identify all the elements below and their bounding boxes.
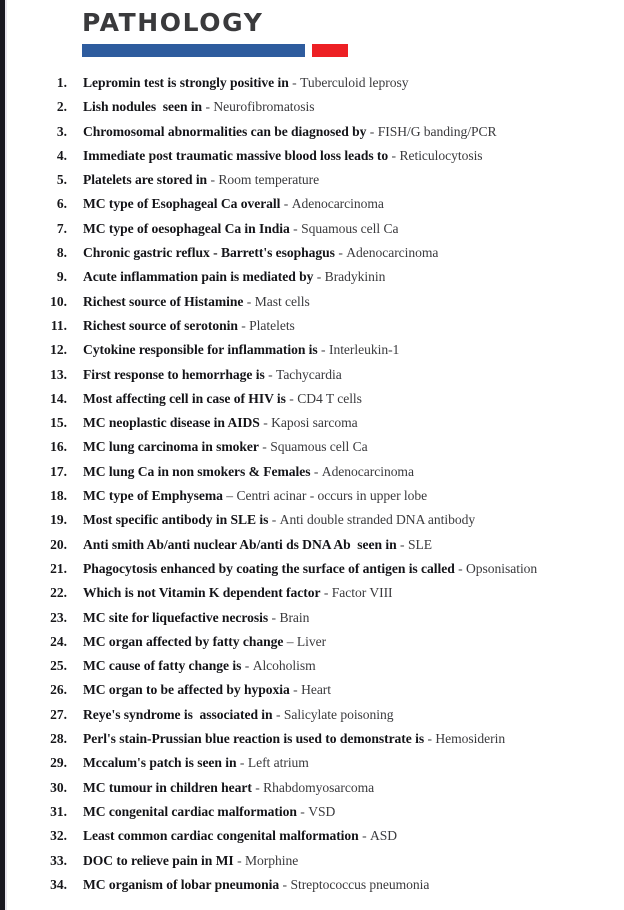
list-item-answer: VSD: [308, 803, 336, 819]
list-item-number: 13.: [50, 366, 67, 382]
list-item: [0, 71, 624, 95]
list-item-answer: Factor VIII: [331, 585, 393, 601]
list-item: [0, 776, 624, 800]
list-item-separator: -: [396, 536, 408, 552]
list-item-separator: -: [313, 269, 325, 285]
list-item: [0, 508, 624, 532]
list-item: [0, 484, 624, 508]
list-item-number: 31.: [50, 803, 67, 819]
list-item-answer: Adenocarcinoma: [346, 245, 439, 261]
list-item: [0, 120, 624, 144]
list-item-answer: Alcoholism: [252, 658, 316, 674]
list-item-text: [67, 678, 331, 702]
list-item-number: 29.: [50, 755, 67, 771]
list-item-number: 8.: [56, 245, 67, 261]
list-item-text: [67, 460, 414, 484]
list-item-number: 2.: [56, 99, 67, 115]
list-item-separator: -: [264, 366, 277, 382]
list-item-question: Richest source of Histamine: [83, 293, 244, 309]
list-item-number: 26.: [50, 682, 67, 698]
list-item-text: [67, 192, 384, 216]
list-item-number: 28.: [50, 731, 67, 747]
list-item-number: 22.: [50, 585, 67, 601]
list-item: [0, 873, 624, 897]
list-item-separator: –: [222, 488, 237, 504]
list-item-separator: -: [320, 585, 332, 601]
list-item-separator: -: [317, 342, 329, 358]
list-item-number: 32.: [50, 828, 67, 844]
list-item-question: Lepromin test is strongly positive in: [83, 75, 289, 90]
list-item-number: 5.: [56, 172, 67, 188]
list-item-number: 27.: [50, 706, 67, 722]
list-item-answer: Hemosiderin: [435, 731, 506, 747]
list-item-text: [67, 533, 432, 557]
list-item-question: MC neoplastic disease in AIDS: [83, 415, 260, 431]
list-item-text: [67, 484, 427, 508]
question-answer-list: [0, 71, 624, 897]
list-item: [0, 387, 624, 411]
list-item-question: Platelets are stored in: [83, 172, 208, 188]
list-item-question: Cytokine responsible for inflammation is: [83, 342, 318, 358]
list-item-number: 10.: [50, 293, 67, 309]
list-item-question: MC type of Emphysema: [83, 488, 223, 504]
list-item-separator: -: [289, 220, 302, 236]
list-item: [0, 654, 624, 678]
list-item-text: [67, 120, 497, 144]
list-item-text: [67, 387, 362, 411]
list-item-text: [67, 411, 358, 435]
list-item-text: [67, 241, 438, 265]
list-item-answer: Opsonisation: [466, 560, 538, 576]
list-item-separator: -: [236, 755, 248, 771]
list-item: [0, 217, 624, 241]
list-item-separator: -: [241, 658, 253, 674]
list-item-text: [67, 314, 295, 338]
list-item-answer: Tuberculoid leprosy: [300, 75, 409, 90]
list-item-text: [67, 824, 397, 848]
list-item-answer: Neurofibromatosis: [213, 99, 315, 115]
list-item-separator: -: [251, 779, 264, 795]
list-item-question: MC lung Ca in non smokers & Females: [83, 463, 311, 479]
list-item-answer: Salicylate poisoning: [283, 706, 394, 722]
page-title: PATHOLOGY: [82, 8, 264, 37]
list-item: [0, 168, 624, 192]
list-item: [0, 363, 624, 387]
list-item-text: [67, 435, 368, 459]
title-rule-red: [312, 44, 348, 57]
list-item-number: 16.: [50, 439, 67, 455]
list-item-answer: CD4 T cells: [297, 390, 362, 406]
list-item-answer: Kaposi sarcoma: [271, 415, 358, 431]
list-item-question: Mccalum's patch is seen in: [83, 755, 237, 771]
list-item-answer: Liver: [296, 633, 327, 649]
list-item-answer: Morphine: [245, 852, 299, 868]
list-item-number: 6.: [56, 196, 67, 212]
list-item: [0, 95, 624, 119]
list-item: [0, 460, 624, 484]
list-item-answer: Streptococcus pneumonia: [290, 876, 430, 892]
list-item-separator: –: [283, 633, 297, 649]
list-item-number: 9.: [56, 269, 67, 285]
list-item-number: 17.: [50, 463, 67, 479]
list-item-answer: Centri acinar - occurs in upper lobe: [236, 488, 428, 504]
list-item: [0, 144, 624, 168]
list-item-number: 25.: [50, 658, 67, 674]
list-item: [0, 824, 624, 848]
list-item-number: 1.: [56, 75, 67, 90]
list-item-number: 30.: [50, 779, 67, 795]
list-item-answer: Reticulocytosis: [399, 147, 483, 163]
list-item-separator: -: [268, 512, 280, 528]
list-item-answer: Left atrium: [247, 755, 309, 771]
list-item-separator: -: [424, 731, 436, 747]
list-item-separator: -: [259, 415, 272, 431]
list-item: [0, 411, 624, 435]
list-item-text: [67, 557, 537, 581]
list-item-question: DOC to relieve pain in MI: [83, 852, 234, 868]
list-item-separator: -: [272, 706, 284, 722]
list-item-text: [67, 508, 475, 532]
list-item-answer: Squamous cell Ca: [270, 439, 368, 455]
list-item-question: MC type of Esophageal Ca overall: [83, 196, 281, 212]
list-item-number: 4.: [56, 147, 67, 163]
list-item-answer: Room temperature: [218, 172, 320, 188]
list-item-question: Reye's syndrome is associated in: [83, 706, 273, 722]
list-item-separator: -: [366, 123, 378, 139]
list-item: [0, 581, 624, 605]
list-item-number: 3.: [56, 123, 67, 139]
list-item-separator: -: [310, 463, 322, 479]
list-item-text: [67, 168, 319, 192]
list-item: [0, 727, 624, 751]
list-item-question: Most specific antibody in SLE is: [83, 512, 269, 528]
list-item-number: 14.: [50, 390, 67, 406]
list-item-number: 15.: [50, 415, 67, 431]
list-item-separator: -: [454, 560, 467, 576]
list-item-separator: -: [296, 803, 309, 819]
list-item-separator: -: [237, 317, 250, 333]
list-item-number: 21.: [50, 560, 67, 576]
list-item-answer: SLE: [407, 536, 432, 552]
list-item: [0, 703, 624, 727]
list-item-question: Phagocytosis enhanced by coating the surface of antigen is called: [83, 560, 455, 576]
list-item-answer: Squamous cell Ca: [301, 220, 399, 236]
list-item-separator: -: [388, 147, 400, 163]
list-item-number: 19.: [50, 512, 67, 528]
list-item: [0, 338, 624, 362]
list-item-number: 18.: [50, 488, 67, 504]
list-item-text: [67, 95, 315, 119]
list-item-separator: -: [358, 828, 370, 844]
list-item-answer: FISH/G banding/PCR: [377, 123, 497, 139]
list-item-separator: -: [268, 609, 280, 625]
list-item-number: 23.: [50, 609, 67, 625]
list-item-answer: Platelets: [249, 317, 295, 333]
list-item-number: 24.: [50, 633, 67, 649]
list-item-separator: -: [285, 390, 298, 406]
list-item-question: MC cause of fatty change is: [83, 658, 242, 674]
list-item-separator: -: [280, 196, 292, 212]
list-item: [0, 435, 624, 459]
list-item-separator: -: [233, 852, 245, 868]
list-item-text: [67, 71, 409, 95]
list-item-answer: Rhabdomyosarcoma: [263, 779, 375, 795]
list-item-text: [67, 630, 326, 654]
list-item: [0, 533, 624, 557]
list-item-text: [67, 338, 399, 362]
list-item-question: MC type of oesophageal Ca in India: [83, 220, 290, 236]
list-item-question: Chromosomal abnormalities can be diagnosed by: [83, 123, 367, 139]
list-item-text: [67, 265, 385, 289]
list-item-question: Richest source of serotonin: [83, 317, 238, 333]
list-item-answer: Adenocarcinoma: [291, 196, 384, 212]
list-item-question: Perl's stain-Prussian blue reaction is used to demonstrate is: [83, 731, 425, 747]
list-item-question: Most affecting cell in case of HIV is: [83, 390, 286, 406]
title-rule-gap: [305, 44, 312, 57]
list-item-text: [67, 800, 335, 824]
list-item-separator: -: [243, 293, 255, 309]
list-item-question: MC organ affected by fatty change: [83, 633, 284, 649]
list-item-text: [67, 849, 298, 873]
list-item-answer: Anti double stranded DNA antibody: [279, 512, 476, 528]
list-item-question: MC lung carcinoma in smoker: [83, 439, 259, 455]
list-item-text: [67, 363, 342, 387]
list-item-separator: -: [207, 172, 219, 188]
list-item-question: Which is not Vitamin K dependent factor: [83, 585, 321, 601]
list-item-answer: Adenocarcinoma: [321, 463, 414, 479]
list-item-text: [67, 776, 374, 800]
list-item-number: 33.: [50, 852, 67, 868]
list-item-question: MC tumour in children heart: [83, 779, 252, 795]
list-item-answer: Interleukin-1: [328, 342, 400, 358]
list-item: [0, 557, 624, 581]
list-item-text: [67, 144, 483, 168]
list-item-question: Lish nodules seen in: [83, 99, 203, 115]
list-item-question: Acute inflammation pain is mediated by: [83, 269, 314, 285]
list-item-question: Anti smith Ab/anti nuclear Ab/anti ds DNA Ab seen in: [83, 536, 397, 552]
title-rule-blue: [82, 44, 305, 57]
list-item-question: Least common cardiac congenital malformation: [83, 828, 359, 844]
list-item: [0, 314, 624, 338]
list-item-separator: -: [288, 75, 301, 90]
list-item: [0, 849, 624, 873]
list-item-question: First response to hemorrhage is: [83, 366, 265, 382]
list-item-text: [67, 751, 309, 775]
list-item: [0, 265, 624, 289]
list-item-question: MC organism of lobar pneumonia: [83, 876, 280, 892]
list-item: [0, 241, 624, 265]
list-item: [0, 678, 624, 702]
list-item-text: [67, 703, 394, 727]
list-item-answer: Brain: [279, 609, 310, 625]
list-item-text: [67, 873, 429, 897]
title-underline-rules: [82, 44, 562, 57]
list-item-answer: Heart: [301, 682, 332, 698]
list-item-question: MC organ to be affected by hypoxia: [83, 682, 290, 698]
list-item-answer: Mast cells: [254, 293, 310, 309]
list-item-text: [67, 727, 505, 751]
list-item-separator: -: [202, 99, 214, 115]
list-item: [0, 192, 624, 216]
document-header: [82, 8, 562, 57]
list-item-number: 12.: [50, 342, 67, 358]
list-item-separator: -: [334, 245, 347, 261]
list-item-separator: -: [289, 682, 302, 698]
list-item-number: 34.: [50, 876, 67, 892]
list-item-number: 11.: [50, 317, 67, 333]
list-item-text: [67, 290, 310, 314]
list-item-text: [67, 581, 393, 605]
list-item-question: Chronic gastric reflux - Barrett's esophagus: [83, 245, 335, 261]
list-item-answer: Tachycardia: [276, 366, 342, 382]
list-item-answer: ASD: [370, 828, 398, 844]
list-item-question: MC site for liquefactive necrosis: [83, 609, 269, 625]
list-item-number: 7.: [56, 220, 67, 236]
list-item-separator: -: [279, 876, 291, 892]
list-item: [0, 606, 624, 630]
list-item-answer: Bradykinin: [324, 269, 386, 285]
list-item-separator: -: [258, 439, 271, 455]
list-item-question: MC congenital cardiac malformation: [83, 803, 297, 819]
list-item: [0, 630, 624, 654]
list-item-text: [67, 217, 398, 241]
list-item-question: Immediate post traumatic massive blood loss leads to: [83, 147, 389, 163]
list-item: [0, 751, 624, 775]
list-item: [0, 800, 624, 824]
list-item-number: 20.: [50, 536, 67, 552]
list-item: [0, 290, 624, 314]
list-item-text: [67, 654, 316, 678]
list-item-text: [67, 606, 309, 630]
